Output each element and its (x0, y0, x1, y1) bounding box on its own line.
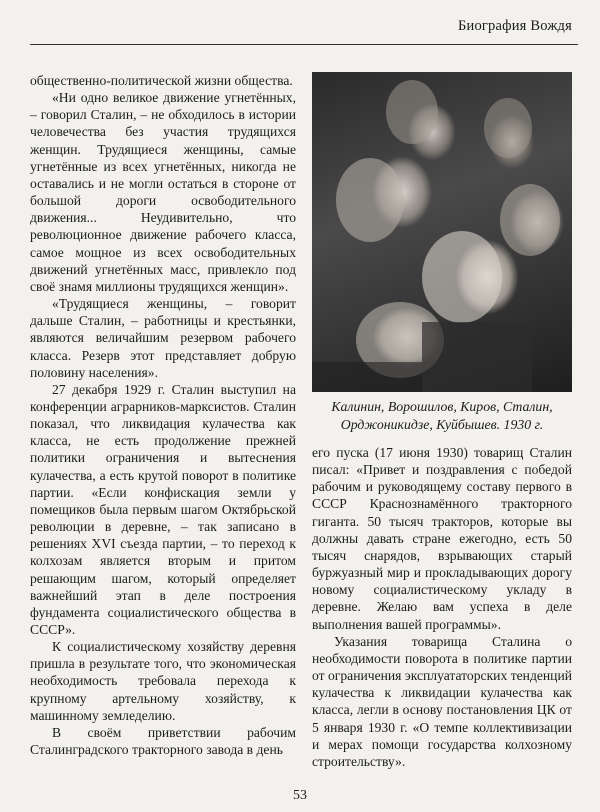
group-portrait-photo (312, 72, 572, 392)
right-column (312, 444, 572, 770)
paragraph-6: В своём приветствии рабочим Сталинградского тракторного завода в день (30, 724, 296, 758)
paragraph-8: Указания товарища Сталина о необходимости поворота в политике партии от ограничения эксплуататорских тенденций кулачества к ликвидации кулачества как класса, легли в основу постановления ЦК от 5 января 1930 г. «О темпе коллективизации и мерах помощи государства колхозному строительству». (312, 633, 572, 769)
photo-caption (312, 398, 572, 434)
paragraph-1: общественно-политической жизни общества. (30, 73, 293, 88)
paragraph-4: 27 декабря 1929 г. Сталин выступил на конференции аграрников-марксистов. Сталин показал, что ликвидация кулачества как класса, не есть продолжение прежней политики ограничения и вытеснения кулачества, а есть крутой поворот в политике партии. «Если конфискация земли у помещиков была первым шагом Октябрьской революции в деревне, – так записано в решениях XVI съезда партии, – то переход к колхозам является вторым и притом решающим шагом, который определяет важнейший этап в деле построения фундамента социалистического общества в СССР». (30, 381, 296, 637)
header-title: Биография Вождя (457, 18, 572, 34)
paragraph-5: К социалистическому хозяйству деревня пришла в результате того, что экономическая необходимость требовала перехода к крупному артельному хозяйству, к машинному земледелию. (30, 639, 296, 723)
page-number: 53 (293, 788, 307, 803)
caption-line-2: Орджоникидзе, Куйбышев. 1930 г. (340, 417, 544, 432)
left-column (30, 72, 296, 758)
caption-line-1: Калинин, Ворошилов, Киров, Сталин, (331, 399, 553, 414)
paragraph-7: его пуска (17 июня 1930) товарищ Сталин писал: «Привет и поздравления с победой рабочим и руководящему составу первого в СССР Краснознамённого тракторного гиганта. 50 тысяч тракторов, которые вы должны давать стране ежегодно, есть 50 тысяч снарядов, взрывающих старый буржуазный мир и прокладывающих дорогу новому социалистическому укладу в деревне. Желаю вам успеха в деле выполнения вашей программы». (312, 445, 572, 632)
paragraph-2: «Ни одно великое движение угнетённых, – говорил Сталин, – не обходилось в истории человечества без участия трудящихся женщин. Трудящиеся женщины, самые угнетённые из всех угнетённых, никогда не оставались и не могли остаться в стороне от большой дороги освободительного движения... Неудивительно, что революционное движение рабочего класса, самое мощное из всех освободительных движений угнетённых масс, привлекло под своё знамя миллионы трудящихся женщин». (30, 90, 296, 294)
paragraph-3: «Трудящиеся женщины, – говорит дальше Сталин, – работницы и крестьянки, являются величайшим резервом рабочего класса. Резерв этот представляет добрую половину населения». (30, 296, 296, 380)
running-header (0, 0, 600, 46)
photo-illustration (312, 72, 572, 392)
header-rule (30, 44, 578, 45)
